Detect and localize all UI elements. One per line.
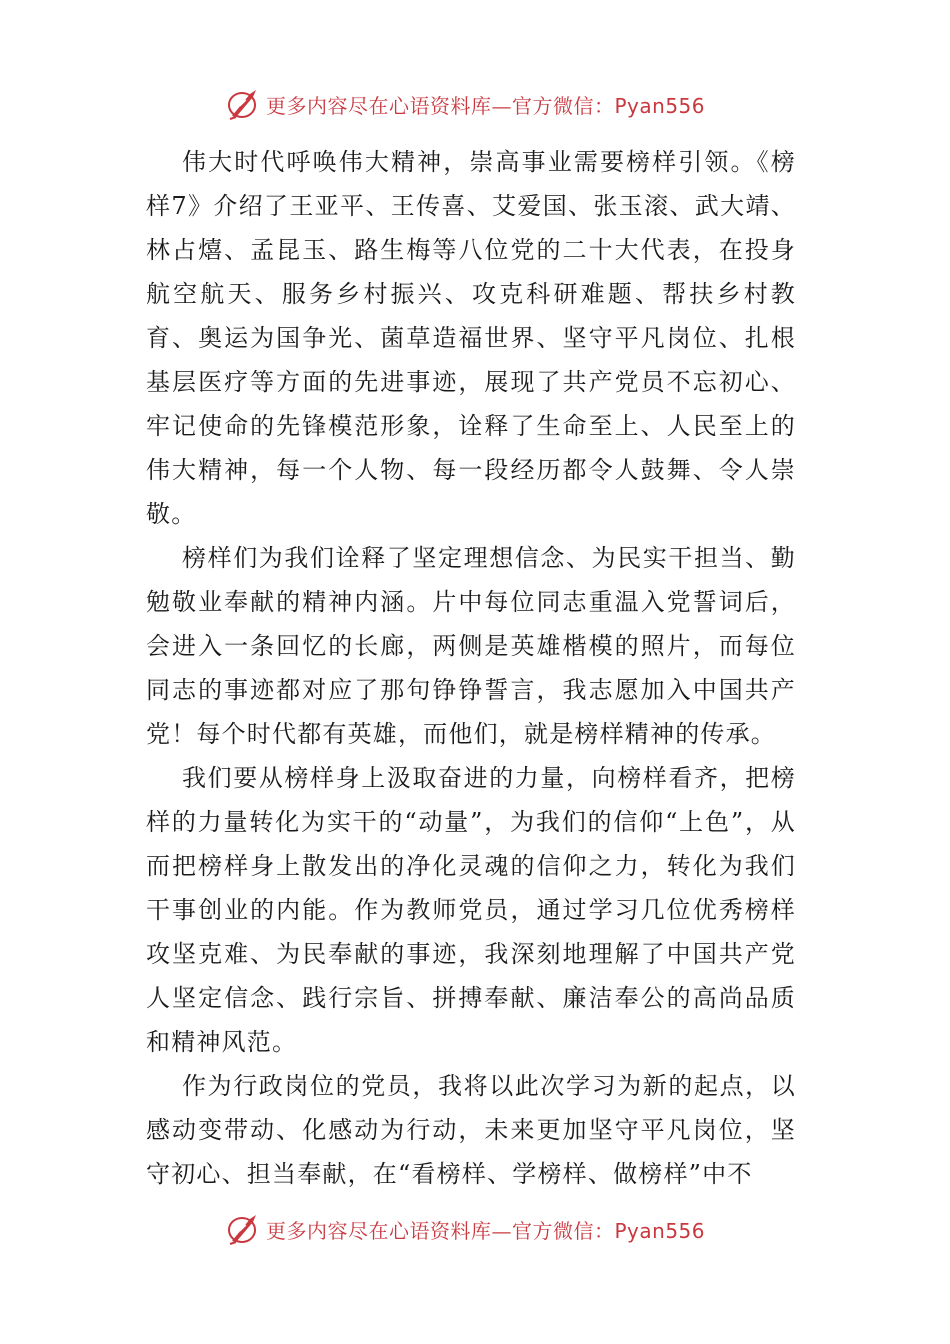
header-wechat-id: Pyan556 <box>614 93 706 118</box>
footer-banner-text: 更多内容尽在心语资料库—官方微信：Pyan556 <box>266 1218 706 1243</box>
paragraph-2: 榜样们为我们诠释了坚定理想信念、为民实干担当、勤勉敬业奉献的精神内涵。片中每位同志重温入党誓词后，会进入一条回忆的长廊，两侧是英雄楷模的照片，而每位同志的事迹都对应了那句铮铮誓言，我志愿加入中国共产党！每个时代都有英雄，而他们，就是榜样精神的传承。 <box>146 544 796 748</box>
footer-wechat-id: Pyan556 <box>614 1218 706 1243</box>
quill-pen-logo-icon <box>226 1211 262 1247</box>
paragraph-3: 我们要从榜样身上汲取奋进的力量，向榜样看齐，把榜样的力量转化为实干的“动量”，为我们的信仰“上色”，从而把榜样身上散发出的净化灵魂的信仰之力，转化为我们干事创业的内能。作为教师党员，通过学习几位优秀榜样攻坚克难、为民奉献的事迹，我深刻地理解了中国共产党人坚定信念、践行宗旨、拼搏奉献、廉洁奉公的高尚品质和精神风范。 <box>146 764 796 1056</box>
footer-watermark-banner <box>226 1211 705 1247</box>
quill-pen-logo-icon <box>226 86 262 122</box>
header-banner-text: 更多内容尽在心语资料库—官方微信：Pyan556 <box>266 93 706 118</box>
document-body <box>146 140 796 1196</box>
header-watermark-banner <box>226 86 705 122</box>
paragraph-4: 作为行政岗位的党员，我将以此次学习为新的起点，以感动变带动、化感动为行动，未来更加坚守平凡岗位，坚守初心、担当奉献，在“看榜样、学榜样、做榜样”中不 <box>146 1072 796 1188</box>
paragraph-1: 伟大时代呼唤伟大精神，崇高事业需要榜样引领。《榜样7》介绍了王亚平、王传喜、艾爱国、张玉滚、武大靖、林占熺、孟昆玉、路生梅等八位党的二十大代表，在投身航空航天、服务乡村振兴、攻克科研难题、帮扶乡村教育、奥运为国争光、菌草造福世界、坚守平凡岗位、扎根基层医疗等方面的先进事迹，展现了共产党员不忘初心、牢记使命的先锋模范形象，诠释了生命至上、人民至上的伟大精神，每一个人物、每一段经历都令人鼓舞、令人崇敬。 <box>146 148 796 528</box>
